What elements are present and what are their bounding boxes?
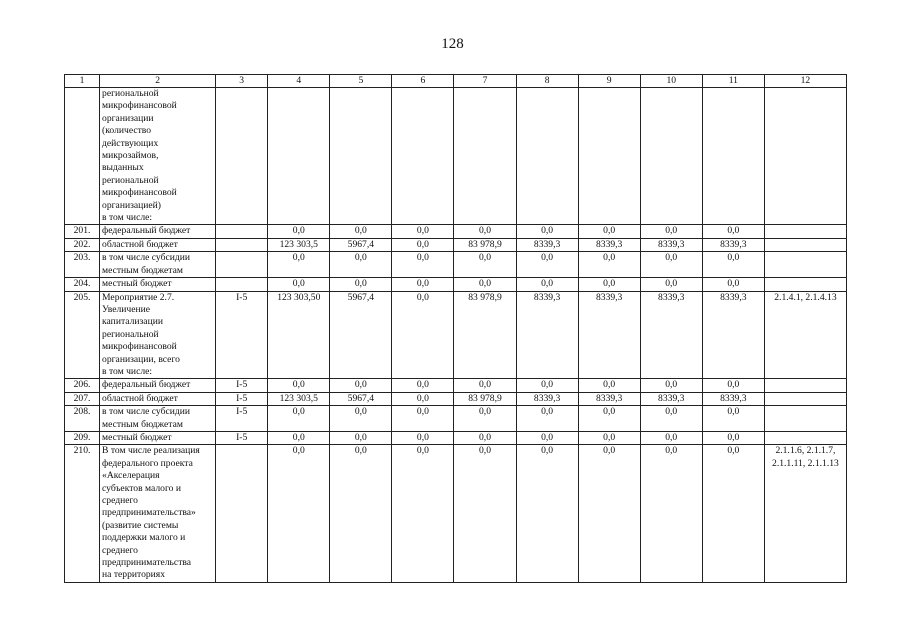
value-cell: 0,0 <box>268 225 330 238</box>
value-cell: 123 303,50 <box>268 291 330 379</box>
value-cell: 0,0 <box>392 252 454 278</box>
value-cell <box>702 88 764 225</box>
value-cell: 0,0 <box>516 406 578 432</box>
description-line: региональной <box>102 328 159 340</box>
description-line: федеральный бюджет <box>102 225 191 237</box>
table-row <box>65 238 847 251</box>
value-cell: 0,0 <box>392 445 454 582</box>
row-description <box>100 379 216 392</box>
column-header: 8 <box>516 75 578 88</box>
value-cell: 0,0 <box>578 379 640 392</box>
value-cell: 0,0 <box>392 238 454 251</box>
row-code <box>216 238 268 251</box>
row-code: I-5 <box>216 431 268 444</box>
value-cell: 0,0 <box>702 278 764 291</box>
table-row <box>65 406 847 432</box>
column-header: 7 <box>454 75 516 88</box>
column-header: 10 <box>640 75 702 88</box>
value-cell: 0,0 <box>578 406 640 432</box>
value-cell: 0,0 <box>268 445 330 582</box>
column-header: 12 <box>764 75 846 88</box>
row-reference <box>764 278 846 291</box>
description-line: организацией) <box>102 199 161 211</box>
value-cell: 123 303,5 <box>268 238 330 251</box>
table-row <box>65 278 847 291</box>
value-cell: 8339,3 <box>640 238 702 251</box>
table-row <box>65 291 847 379</box>
table-row <box>65 379 847 392</box>
description-line: организации <box>102 112 154 124</box>
row-number: 207. <box>65 392 100 405</box>
description-line: в том числе субсидии <box>102 252 190 264</box>
value-cell: 0,0 <box>640 431 702 444</box>
row-number: 201. <box>65 225 100 238</box>
column-header: 3 <box>216 75 268 88</box>
row-reference <box>764 88 846 225</box>
table-row <box>65 88 847 225</box>
row-code: I-5 <box>216 406 268 432</box>
value-cell: 0,0 <box>516 379 578 392</box>
value-cell: 0,0 <box>268 278 330 291</box>
value-cell: 0,0 <box>578 431 640 444</box>
row-reference: 2.1.4.1, 2.1.4.13 <box>764 291 846 379</box>
description-line: микрофинансовой <box>102 187 177 199</box>
description-line: капитализации <box>102 316 163 328</box>
value-cell: 5967,4 <box>330 238 392 251</box>
value-cell: 0,0 <box>640 252 702 278</box>
value-cell: 0,0 <box>392 406 454 432</box>
description-line: «Акселерация <box>102 470 160 482</box>
row-reference <box>764 431 846 444</box>
row-reference <box>764 225 846 238</box>
value-cell: 83 978,9 <box>454 238 516 251</box>
row-reference <box>764 392 846 405</box>
value-cell <box>268 88 330 225</box>
value-cell: 8339,3 <box>640 392 702 405</box>
value-cell: 0,0 <box>516 252 578 278</box>
row-description <box>100 88 216 225</box>
description-line: микрофинансовой <box>102 341 177 353</box>
value-cell: 0,0 <box>516 225 578 238</box>
description-line: предпринимательства» <box>102 507 196 519</box>
value-cell: 8339,3 <box>702 291 764 379</box>
row-description <box>100 225 216 238</box>
value-cell: 0,0 <box>702 252 764 278</box>
row-description <box>100 252 216 278</box>
value-cell: 0,0 <box>392 431 454 444</box>
value-cell: 0,0 <box>702 431 764 444</box>
value-cell: 0,0 <box>454 406 516 432</box>
description-line: Мероприятие 2.7. <box>102 291 175 303</box>
value-cell: 5967,4 <box>330 291 392 379</box>
description-line: Увеличение <box>102 303 151 315</box>
column-header: 4 <box>268 75 330 88</box>
description-line: выданных <box>102 162 144 174</box>
row-code <box>216 252 268 278</box>
value-cell: 0,0 <box>392 225 454 238</box>
row-number: 203. <box>65 252 100 278</box>
row-number: 205. <box>65 291 100 379</box>
row-description <box>100 392 216 405</box>
value-cell <box>578 88 640 225</box>
description-line: региональной <box>102 88 159 99</box>
value-cell: 0,0 <box>454 379 516 392</box>
value-cell: 0,0 <box>330 431 392 444</box>
value-cell: 0,0 <box>454 252 516 278</box>
value-cell: 0,0 <box>702 445 764 582</box>
header-row <box>65 75 847 88</box>
value-cell: 0,0 <box>640 445 702 582</box>
value-cell: 0,0 <box>330 445 392 582</box>
description-line: предпринимательства <box>102 557 192 569</box>
row-code <box>216 445 268 582</box>
row-description <box>100 445 216 582</box>
row-description <box>100 431 216 444</box>
row-number: 206. <box>65 379 100 392</box>
description-line: субъектов малого и <box>102 482 181 494</box>
description-line: микрозаймов, <box>102 150 159 162</box>
value-cell: 0,0 <box>330 225 392 238</box>
row-code: I-5 <box>216 379 268 392</box>
value-cell: 0,0 <box>392 379 454 392</box>
value-cell: 0,0 <box>516 278 578 291</box>
table-row <box>65 392 847 405</box>
value-cell: 0,0 <box>454 445 516 582</box>
description-line: местный бюджет <box>102 278 172 290</box>
value-cell: 5967,4 <box>330 392 392 405</box>
value-cell <box>640 88 702 225</box>
value-cell: 8339,3 <box>640 291 702 379</box>
value-cell: 0,0 <box>702 225 764 238</box>
budget-table <box>64 74 847 583</box>
description-line: действующих <box>102 137 159 149</box>
value-cell: 8339,3 <box>516 392 578 405</box>
row-code: I-5 <box>216 291 268 379</box>
table-row <box>65 225 847 238</box>
description-line: областной бюджет <box>102 392 178 404</box>
value-cell: 0,0 <box>392 291 454 379</box>
value-cell: 0,0 <box>330 278 392 291</box>
row-reference <box>764 252 846 278</box>
value-cell: 83 978,9 <box>454 392 516 405</box>
description-line: местным бюджетам <box>102 418 183 430</box>
description-line: в том числе субсидии <box>102 406 190 418</box>
row-description <box>100 406 216 432</box>
value-cell: 0,0 <box>330 379 392 392</box>
value-cell: 0,0 <box>640 406 702 432</box>
value-cell: 0,0 <box>702 379 764 392</box>
row-description <box>100 291 216 379</box>
column-header: 5 <box>330 75 392 88</box>
value-cell <box>516 88 578 225</box>
description-line: микрофинансовой <box>102 100 177 112</box>
row-description <box>100 238 216 251</box>
value-cell: 8339,3 <box>702 392 764 405</box>
value-cell: 0,0 <box>578 225 640 238</box>
value-cell: 123 303,5 <box>268 392 330 405</box>
column-header: 2 <box>100 75 216 88</box>
row-reference: 2.1.1.6, 2.1.1.7, 2.1.1.11, 2.1.1.13 <box>764 445 846 582</box>
table-row <box>65 431 847 444</box>
description-line: в том числе: <box>102 212 153 224</box>
value-cell: 0,0 <box>702 406 764 432</box>
value-cell: 8339,3 <box>516 238 578 251</box>
description-line: областной бюджет <box>102 238 178 250</box>
value-cell: 8339,3 <box>578 291 640 379</box>
value-cell: 0,0 <box>578 445 640 582</box>
table-row <box>65 252 847 278</box>
value-cell: 8339,3 <box>516 291 578 379</box>
row-number: 208. <box>65 406 100 432</box>
value-cell <box>330 88 392 225</box>
column-header: 9 <box>578 75 640 88</box>
description-line: среднего <box>102 544 138 556</box>
description-line: федерального проекта <box>102 457 193 469</box>
row-number <box>65 88 100 225</box>
description-line: поддержки малого и <box>102 532 186 544</box>
value-cell: 0,0 <box>392 392 454 405</box>
description-line: федеральный бюджет <box>102 379 191 391</box>
column-header: 6 <box>392 75 454 88</box>
column-header: 11 <box>702 75 764 88</box>
row-reference <box>764 379 846 392</box>
row-reference <box>764 238 846 251</box>
description-line: организации, всего <box>102 353 180 365</box>
value-cell: 0,0 <box>330 406 392 432</box>
value-cell: 0,0 <box>578 278 640 291</box>
value-cell: 83 978,9 <box>454 291 516 379</box>
value-cell: 0,0 <box>454 431 516 444</box>
row-code: I-5 <box>216 392 268 405</box>
value-cell: 0,0 <box>330 252 392 278</box>
value-cell: 0,0 <box>268 431 330 444</box>
table-row <box>65 445 847 582</box>
row-number: 209. <box>65 431 100 444</box>
description-line: (количество <box>102 125 152 137</box>
description-line: в том числе: <box>102 365 153 377</box>
description-line: на территориях <box>102 569 166 581</box>
value-cell: 0,0 <box>640 278 702 291</box>
value-cell: 0,0 <box>640 379 702 392</box>
value-cell: 0,0 <box>516 445 578 582</box>
description-line: (развитие системы <box>102 519 179 531</box>
row-code <box>216 225 268 238</box>
column-header: 1 <box>65 75 100 88</box>
value-cell <box>454 88 516 225</box>
description-line: местным бюджетам <box>102 264 183 276</box>
row-code <box>216 88 268 225</box>
row-number: 210. <box>65 445 100 582</box>
row-number: 204. <box>65 278 100 291</box>
row-number: 202. <box>65 238 100 251</box>
row-code <box>216 278 268 291</box>
value-cell: 0,0 <box>268 406 330 432</box>
value-cell <box>392 88 454 225</box>
value-cell: 8339,3 <box>702 238 764 251</box>
value-cell: 0,0 <box>454 225 516 238</box>
value-cell: 0,0 <box>454 278 516 291</box>
value-cell: 0,0 <box>268 379 330 392</box>
value-cell: 0,0 <box>640 225 702 238</box>
description-line: местный бюджет <box>102 431 172 443</box>
value-cell: 8339,3 <box>578 392 640 405</box>
value-cell: 0,0 <box>578 252 640 278</box>
page-number: 128 <box>441 36 464 52</box>
value-cell: 8339,3 <box>578 238 640 251</box>
row-reference <box>764 406 846 432</box>
value-cell: 0,0 <box>516 431 578 444</box>
row-description <box>100 278 216 291</box>
description-line: среднего <box>102 495 138 506</box>
description-line: региональной <box>102 174 159 186</box>
value-cell: 0,0 <box>392 278 454 291</box>
value-cell: 0,0 <box>268 252 330 278</box>
description-line: В том числе реализация <box>102 445 200 457</box>
